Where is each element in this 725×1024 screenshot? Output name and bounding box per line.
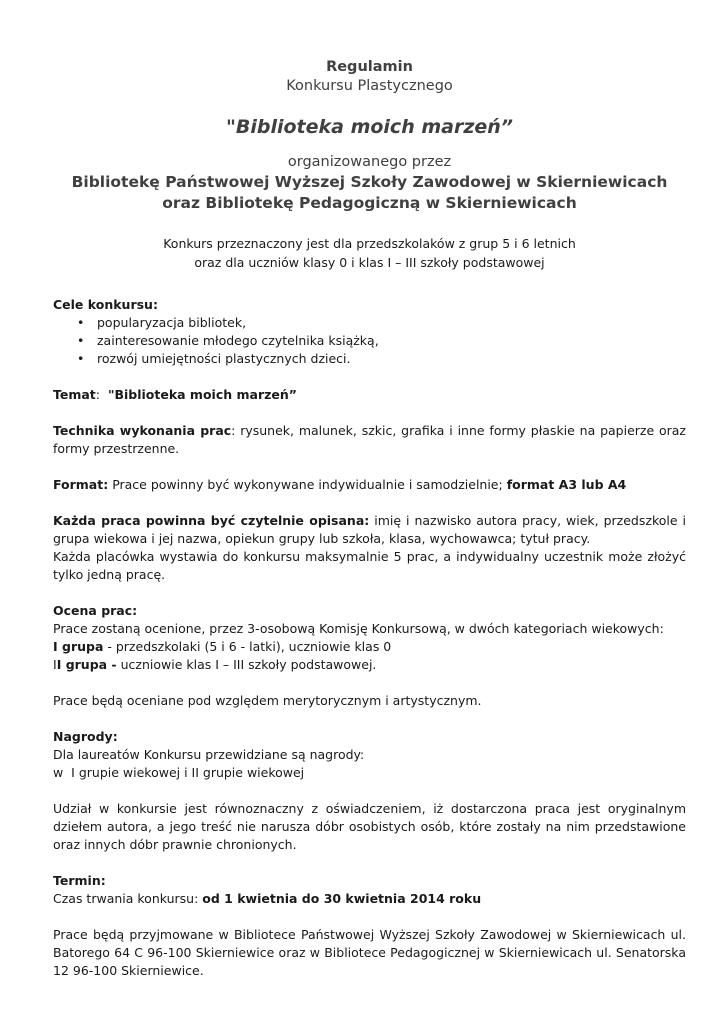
evaluation-section (53, 602, 686, 674)
document-header (53, 0, 686, 214)
document-subtitle: Konkursu Plastycznego (286, 78, 453, 94)
topic-label: Temat (53, 387, 96, 402)
awards-heading: Nagrody: (53, 729, 118, 744)
organizer-library-1: Bibliotekę Państwowej Wyższej Szkoły Zawodowej w Skierniewicach (71, 173, 668, 191)
format-section (53, 476, 686, 494)
term-dates: od 1 kwietnia do 30 kwietnia 2014 roku (202, 891, 482, 906)
intro-line-2: oraz dla uczniów klasy 0 i klas I – III szkoły podstawowej (194, 255, 545, 270)
submission-limit: Każda placówka wystawia do konkursu maksymalnie 5 prac, a indywidualny uczestnik może złożyć tylko jedną pracę. (53, 549, 686, 582)
term-section (53, 872, 686, 908)
list-item: • rozwój umiejętności plastycznych dzieci. (77, 351, 351, 366)
contest-theme: "Biblioteka moich marzeń” (225, 116, 514, 138)
submission-info: Prace będą przyjmowane w Bibliotece Państwowej Wyższej Szkoły Zawodowej w Skierniewicach ul. Batorego 64 C 96-100 Skierniewice oraz w Bibliotece Pedagogicznej w Skierniewicach ul. Senatorska 12 96-100 Skierniewice. (53, 927, 686, 978)
evaluation-criteria: Prace będą oceniane pod względem merytorycznym i artystycznym. (53, 693, 482, 708)
declaration: Udział w konkursie jest równoznaczny z oświadczeniem, iż dostarczona praca jest oryginalnym dziełem autora, a jego treść nie narusza dóbr osobistych osób, które zostały na nim przedstawione oraz innych dóbr prawnie chronionych. (53, 801, 686, 852)
evaluation-heading: Ocena prac: (53, 603, 138, 618)
term-heading: Termin: (53, 873, 106, 888)
group-2: II grupa - uczniowie klas I – III szkoły podstawowej. (53, 657, 377, 672)
intro (53, 234, 686, 272)
technique-label: Technika wykonania prac (53, 423, 232, 438)
format-size: format A3 lub A4 (506, 477, 627, 492)
goals-heading: Cele konkursu: (53, 297, 158, 312)
term-label: Czas trwania konkursu: (53, 891, 203, 906)
format-label: Format: (53, 477, 109, 492)
description-section (53, 512, 686, 584)
goals-list (53, 314, 686, 368)
bullet-icon: • (77, 333, 85, 348)
document-title: Regulamin (326, 59, 413, 75)
format-text: Prace powinny być wykonywane indywidualnie i samodzielnie; (108, 477, 507, 492)
technique-text: : rysunek, malunek, szkic, grafika i inne formy płaskie na papierze oraz formy przestrzenne. (53, 423, 686, 456)
group-1: I grupa - przedszkolaki (5 i 6 - latki), uczniowie klas 0 (53, 639, 392, 654)
intro-line-1: Konkurs przeznaczony jest dla przedszkolaków z grup 5 i 6 letnich (163, 236, 576, 251)
awards-line-2: w I grupie wiekowej i II grupie wiekowej (53, 765, 305, 780)
evaluation-text: Prace zostaną ocenione, przez 3-osobową Komisję Konkursową, w dwóch kategoriach wiekowych: (53, 621, 664, 636)
topic-value: "Biblioteka moich marzeń” (107, 387, 297, 402)
bullet-icon: • (77, 351, 85, 366)
topic-section: Temat: "Biblioteka moich marzeń” (53, 387, 297, 402)
description-label: Każda praca powinna być czytelnie opisana: (53, 513, 370, 528)
organized-by: organizowanego przez (287, 154, 452, 170)
description-text: imię i nazwisko autora pracy, wiek, przedszkole i grupa wiekowa i jej nazwa, opiekun grupy lub szkoła, klasa, wychowawca; tytuł pracy. (53, 513, 686, 546)
list-item: • popularyzacja bibliotek, (77, 315, 247, 330)
awards-line-1: Dla laureatów Konkursu przewidziane są nagrody: (53, 747, 365, 762)
awards-section (53, 728, 686, 782)
organizer-library-2: oraz Bibliotekę Pedagogiczną w Skierniewicach (162, 194, 577, 212)
list-item: • zainteresowanie młodego czytelnika książką, (77, 333, 379, 348)
technique-section (53, 422, 686, 458)
goals-section (53, 296, 686, 368)
bullet-icon: • (77, 315, 85, 330)
